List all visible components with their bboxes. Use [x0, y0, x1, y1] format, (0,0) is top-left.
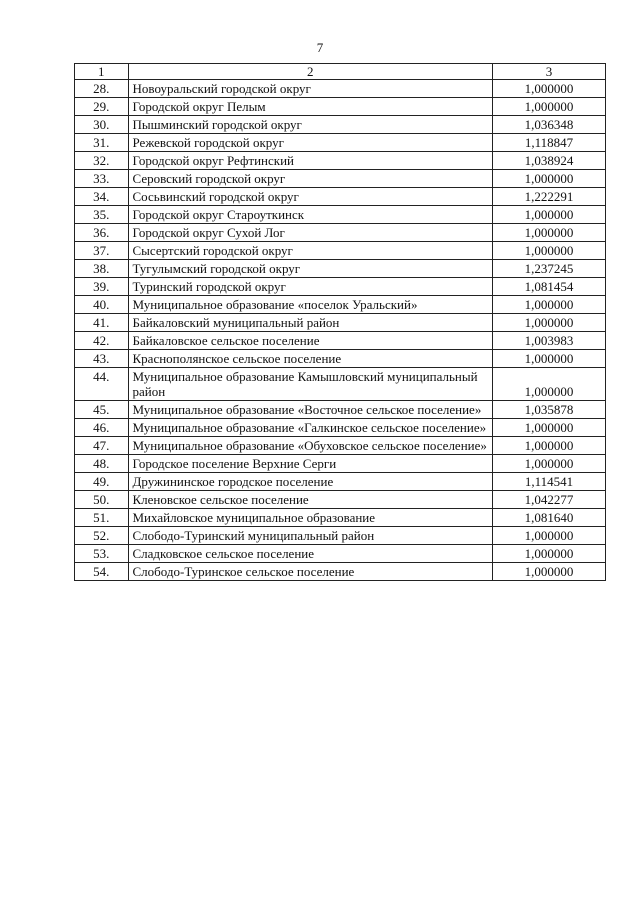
row-municipality-name: Городской округ Староуткинск	[128, 206, 492, 224]
table-row	[75, 206, 606, 224]
row-municipality-name: Слободо-Туринский муниципальный район	[128, 527, 492, 545]
row-municipality-name: Кленовское сельское поселение	[128, 491, 492, 509]
row-number: 32.	[75, 152, 129, 170]
table-row	[75, 368, 606, 401]
row-municipality-name: Городской округ Сухой Лог	[128, 224, 492, 242]
row-municipality-name: Муниципальное образование «Восточное сельское поселение»	[128, 401, 492, 419]
row-coefficient-value: 1,035878	[492, 401, 605, 419]
row-municipality-name: Муниципальное образование Камышловский муниципальный район	[128, 368, 492, 401]
row-coefficient-value: 1,000000	[492, 419, 605, 437]
row-number: 39.	[75, 278, 129, 296]
row-municipality-name: Режевской городской округ	[128, 134, 492, 152]
row-coefficient-value: 1,000000	[492, 563, 605, 581]
row-municipality-name: Слободо-Туринское сельское поселение	[128, 563, 492, 581]
row-number: 43.	[75, 350, 129, 368]
row-municipality-name: Пышминский городской округ	[128, 116, 492, 134]
row-coefficient-value: 1,000000	[492, 170, 605, 188]
table-row	[75, 98, 606, 116]
row-municipality-name: Городской округ Пелым	[128, 98, 492, 116]
row-number: 29.	[75, 98, 129, 116]
row-number: 50.	[75, 491, 129, 509]
row-municipality-name: Михайловское муниципальное образование	[128, 509, 492, 527]
row-coefficient-value: 1,000000	[492, 224, 605, 242]
table-row	[75, 116, 606, 134]
row-municipality-name: Краснополянское сельское поселение	[128, 350, 492, 368]
table-row	[75, 242, 606, 260]
row-number: 53.	[75, 545, 129, 563]
table-row	[75, 527, 606, 545]
row-municipality-name: Сосьвинский городской округ	[128, 188, 492, 206]
row-coefficient-value: 1,000000	[492, 314, 605, 332]
row-municipality-name: Муниципальное образование «Галкинское сельское поселение»	[128, 419, 492, 437]
header-col-2: 2	[128, 64, 492, 80]
table-row	[75, 296, 606, 314]
row-municipality-name: Байкаловское сельское поселение	[128, 332, 492, 350]
row-number: 49.	[75, 473, 129, 491]
row-number: 37.	[75, 242, 129, 260]
row-number: 54.	[75, 563, 129, 581]
row-coefficient-value: 1,000000	[492, 527, 605, 545]
row-municipality-name: Дружининское городское поселение	[128, 473, 492, 491]
table-row	[75, 455, 606, 473]
row-coefficient-value: 1,237245	[492, 260, 605, 278]
table-row	[75, 188, 606, 206]
row-municipality-name: Городской округ Рефтинский	[128, 152, 492, 170]
row-coefficient-value: 1,000000	[492, 350, 605, 368]
header-col-3: 3	[492, 64, 605, 80]
row-coefficient-value: 1,000000	[492, 80, 605, 98]
row-municipality-name: Новоуральский городской округ	[128, 80, 492, 98]
table-row	[75, 260, 606, 278]
table-row	[75, 473, 606, 491]
table-row	[75, 401, 606, 419]
row-coefficient-value: 1,000000	[492, 545, 605, 563]
table-row	[75, 152, 606, 170]
row-number: 34.	[75, 188, 129, 206]
row-municipality-name: Сысертский городской округ	[128, 242, 492, 260]
row-number: 28.	[75, 80, 129, 98]
row-number: 31.	[75, 134, 129, 152]
table-row	[75, 563, 606, 581]
table-row	[75, 491, 606, 509]
table-row	[75, 509, 606, 527]
row-number: 38.	[75, 260, 129, 278]
table-row	[75, 545, 606, 563]
row-number: 40.	[75, 296, 129, 314]
table-row	[75, 437, 606, 455]
table-row	[75, 332, 606, 350]
row-number: 35.	[75, 206, 129, 224]
row-number: 33.	[75, 170, 129, 188]
row-coefficient-value: 1,118847	[492, 134, 605, 152]
table-row	[75, 314, 606, 332]
row-coefficient-value: 1,081640	[492, 509, 605, 527]
row-number: 46.	[75, 419, 129, 437]
row-number: 44.	[75, 368, 129, 401]
row-municipality-name: Тугулымский городской округ	[128, 260, 492, 278]
row-municipality-name: Сладковское сельское поселение	[128, 545, 492, 563]
row-coefficient-value: 1,000000	[492, 242, 605, 260]
table-row	[75, 170, 606, 188]
table-row	[75, 350, 606, 368]
coefficients-table	[74, 63, 606, 581]
row-coefficient-value: 1,000000	[492, 437, 605, 455]
header-col-1: 1	[75, 64, 129, 80]
page-number: 7	[316, 40, 324, 55]
table-header-row	[75, 64, 606, 80]
row-coefficient-value: 1,081454	[492, 278, 605, 296]
row-coefficient-value: 1,114541	[492, 473, 605, 491]
row-coefficient-value: 1,000000	[492, 206, 605, 224]
table-row	[75, 419, 606, 437]
row-number: 45.	[75, 401, 129, 419]
row-coefficient-value: 1,222291	[492, 188, 605, 206]
table-row	[75, 278, 606, 296]
row-coefficient-value: 1,000000	[492, 368, 605, 401]
row-coefficient-value: 1,000000	[492, 98, 605, 116]
row-number: 30.	[75, 116, 129, 134]
row-coefficient-value: 1,003983	[492, 332, 605, 350]
row-number: 47.	[75, 437, 129, 455]
row-municipality-name: Муниципальное образование «поселок Уральский»	[128, 296, 492, 314]
row-number: 41.	[75, 314, 129, 332]
row-number: 51.	[75, 509, 129, 527]
row-coefficient-value: 1,042277	[492, 491, 605, 509]
row-coefficient-value: 1,036348	[492, 116, 605, 134]
row-number: 48.	[75, 455, 129, 473]
row-coefficient-value: 1,000000	[492, 455, 605, 473]
row-coefficient-value: 1,038924	[492, 152, 605, 170]
row-municipality-name: Городское поселение Верхние Серги	[128, 455, 492, 473]
row-municipality-name: Серовский городской округ	[128, 170, 492, 188]
row-number: 42.	[75, 332, 129, 350]
row-number: 36.	[75, 224, 129, 242]
row-municipality-name: Муниципальное образование «Обуховское сельское поселение»	[128, 437, 492, 455]
table-row	[75, 134, 606, 152]
row-number: 52.	[75, 527, 129, 545]
row-coefficient-value: 1,000000	[492, 296, 605, 314]
row-municipality-name: Байкаловский муниципальный район	[128, 314, 492, 332]
table-row	[75, 224, 606, 242]
table-row	[75, 80, 606, 98]
row-municipality-name: Туринский городской округ	[128, 278, 492, 296]
